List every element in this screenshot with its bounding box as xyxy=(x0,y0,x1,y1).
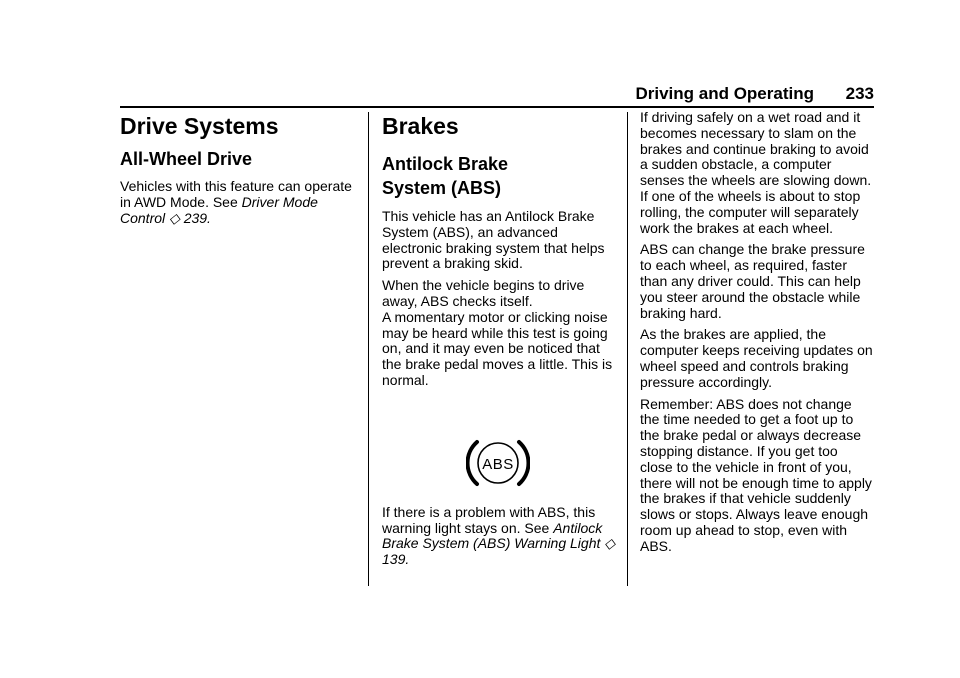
paragraph-line: A momentary motor or clicking noise may be heard while this test is going on, and it may even be noticed that the brake pedal moves a little. This is normal. xyxy=(382,308,613,388)
paragraph: This vehicle has an Antilock Brake System (ABS), an advanced electronic braking system that helps prevent a braking skid. xyxy=(382,208,605,272)
abs-warning-figure xyxy=(382,419,616,499)
column-3 xyxy=(640,110,874,555)
page-number: 233 xyxy=(845,84,874,103)
heading-brakes: Brakes xyxy=(382,113,459,139)
abs-warning-icon xyxy=(466,434,530,492)
cross-reference-link[interactable]: Driver Mode Control xyxy=(120,193,318,226)
heading-all-wheel-drive: All-Wheel Drive xyxy=(120,149,253,169)
page-header xyxy=(120,82,874,108)
heading-abs xyxy=(382,152,616,200)
abs-icon-text: ABS xyxy=(482,455,514,473)
column-divider xyxy=(627,112,628,586)
page-reference[interactable]: ◇ 139. xyxy=(382,535,616,568)
paragraph: ABS can change the brake pressure to each wheel, as required, faster than any driver could. This can help you steer around the obstacle while braking hard. xyxy=(640,241,865,321)
cross-reference-link[interactable]: Antilock Brake System (ABS) Warning Light xyxy=(382,519,603,552)
heading-abs-line1: Antilock Brake xyxy=(382,154,509,174)
paragraph: Remember: ABS does not change the time needed to get a foot up to the brake pedal or always decrease stopping distance. If you get too close to the vehicle in front of you, there will not be enough time to apply the brakes if that vehicle suddenly slows or stops. Always leave enough room up ahead to stop, even with ABS. xyxy=(640,395,872,554)
paragraph xyxy=(382,278,616,389)
paragraph xyxy=(120,179,352,226)
heading-abs-line2: System (ABS) xyxy=(382,178,502,198)
paragraph-line: When the vehicle begins to drive away, ABS checks itself. xyxy=(382,277,585,309)
paragraph-text: Vehicles with this feature can operate in AWD Mode. See xyxy=(120,178,352,210)
column-divider xyxy=(368,112,369,586)
paragraph-text: If there is a problem with ABS, this warning light stays on. See xyxy=(382,503,596,536)
section-title: Driving and Operating xyxy=(635,84,814,103)
paragraph xyxy=(382,505,616,568)
column-2 xyxy=(382,112,616,568)
paragraph: If driving safely on a wet road and it becomes necessary to slam on the brakes and continue braking to avoid a sudden obstacle, a computer senses the wheels are slowing down. If one of the wheels is about to stop rolling, the computer will separately work the brakes at each wheel. xyxy=(640,109,872,236)
column-1 xyxy=(120,112,352,226)
heading-drive-systems: Drive Systems xyxy=(120,113,279,139)
page-reference[interactable]: ◇ 239. xyxy=(169,209,211,226)
paragraph: As the brakes are applied, the computer keeps receiving updates on wheel speed and controls braking pressure accordingly. xyxy=(640,326,873,390)
